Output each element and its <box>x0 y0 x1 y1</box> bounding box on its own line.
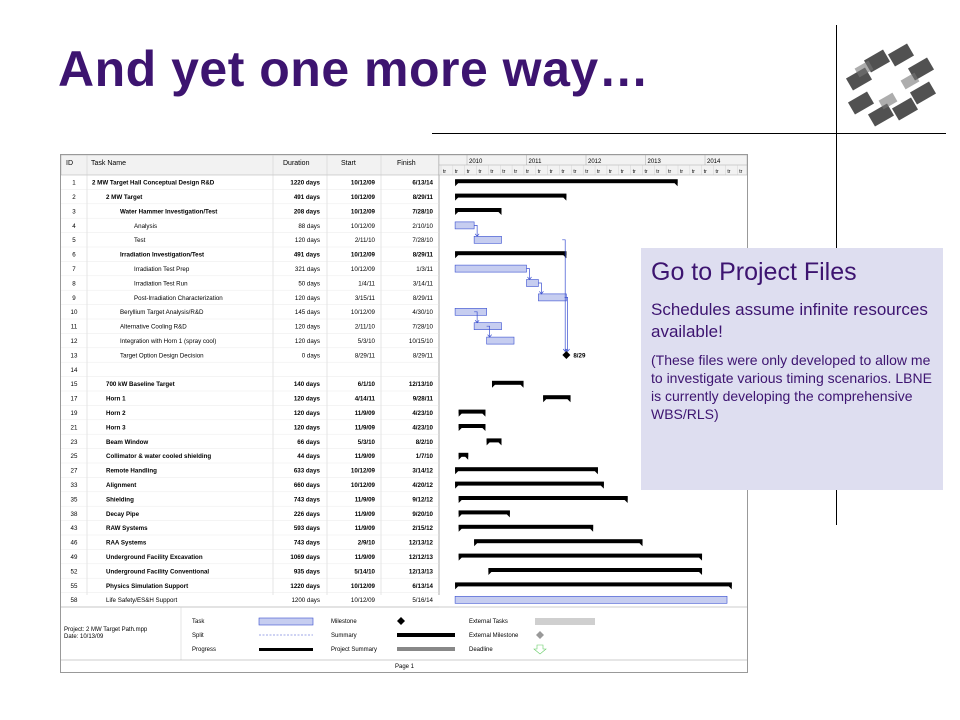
half-year-label: tr <box>727 169 731 175</box>
row-start: 1/4/11 <box>358 280 375 288</box>
row-finish: 7/28/10 <box>412 237 433 245</box>
table-row <box>61 180 439 190</box>
half-year-label: tr <box>656 169 660 175</box>
row-finish: 12/13/10 <box>408 381 433 389</box>
logo-icon <box>840 40 942 130</box>
legend-summary: Summary <box>331 633 357 639</box>
row-finish: 8/29/11 <box>412 251 433 259</box>
row-start: 2/9/10 <box>357 539 375 547</box>
legend-summary-swatch <box>397 633 455 637</box>
half-year-label: tr <box>443 169 447 175</box>
row-duration: 321 days <box>294 266 320 273</box>
header-finish: Finish <box>397 160 416 167</box>
half-year-label: tr <box>715 169 719 175</box>
half-year-label: tr <box>502 169 506 175</box>
row-start: 11/9/09 <box>354 453 375 461</box>
half-year-label: tr <box>597 169 601 175</box>
table-row <box>61 266 439 276</box>
row-id: 43 <box>70 525 78 533</box>
row-id: 11 <box>70 323 78 331</box>
row-start: 10/12/09 <box>350 482 375 489</box>
row-id: 49 <box>70 554 78 561</box>
task-bar <box>455 265 526 272</box>
table-row <box>61 511 439 521</box>
table-row <box>61 540 439 550</box>
half-year-label: tr <box>549 169 553 175</box>
row-finish: 1/3/11 <box>416 266 433 273</box>
year-label: 2013 <box>647 159 661 165</box>
row-finish: 12/12/13 <box>408 554 433 561</box>
half-year-label: tr <box>537 169 541 175</box>
legend-progress-swatch <box>259 648 313 651</box>
row-duration: 935 days <box>293 568 320 576</box>
half-year-label: tr <box>561 169 565 175</box>
row-task-name: Analysis <box>134 222 158 230</box>
legend-project-summary: Project Summary <box>331 647 378 653</box>
row-finish: 8/29/11 <box>412 294 433 302</box>
row-duration: 120 days <box>294 338 320 345</box>
row-duration: 743 days <box>293 539 320 547</box>
header-task-name: Task Name <box>91 160 127 167</box>
row-duration: 120 days <box>293 395 320 403</box>
row-start: 11/9/09 <box>354 554 375 561</box>
row-duration: 743 days <box>293 496 320 504</box>
row-duration: 66 days <box>297 438 320 446</box>
row-id: 19 <box>70 410 78 417</box>
row-id: 9 <box>72 294 76 302</box>
row-finish: 9/12/12 <box>412 496 433 504</box>
table-row <box>61 396 439 406</box>
row-id: 23 <box>70 438 78 446</box>
row-id: 21 <box>70 424 78 432</box>
row-start: 10/12/09 <box>350 467 375 475</box>
row-task-name: 700 kW Baseline Target <box>106 381 175 389</box>
row-start: 5/14/10 <box>354 568 375 576</box>
legend-milestone-swatch <box>397 617 405 625</box>
row-task-name: Water Hammer Investigation/Test <box>120 208 218 216</box>
table-row <box>61 496 439 506</box>
summary-bar <box>455 251 566 258</box>
header-duration: Duration <box>283 160 310 167</box>
row-duration: 1069 days <box>290 554 320 561</box>
table-row <box>61 295 439 305</box>
row-finish: 12/13/13 <box>408 568 433 576</box>
row-start: 10/12/09 <box>350 582 375 590</box>
half-year-label: tr <box>644 169 648 175</box>
row-duration: 120 days <box>294 237 320 245</box>
row-task-name: Life Safety/ES&H Support <box>106 597 178 605</box>
row-task-name: 2 MW Target Hall Conceptual Design R&D <box>92 179 215 187</box>
row-start: 2/11/10 <box>354 323 375 331</box>
row-start: 11/9/09 <box>354 424 375 432</box>
half-year-label: tr <box>608 169 612 175</box>
legend-progress: Progress <box>192 647 217 653</box>
row-id: 58 <box>70 597 78 605</box>
legend-project-summary-swatch <box>397 647 455 651</box>
row-start: 11/9/09 <box>354 496 375 504</box>
legend-external-milestone-swatch <box>536 631 544 639</box>
year-label: 2011 <box>528 159 542 165</box>
row-task-name: Integration with Horn 1 (spray cool) <box>120 338 217 345</box>
summary-bar <box>488 568 702 575</box>
half-year-label: tr <box>668 169 672 175</box>
row-start: 10/12/09 <box>350 208 375 216</box>
table-row <box>61 597 439 607</box>
row-id: 7 <box>72 266 76 273</box>
row-duration: 1200 days <box>291 597 320 605</box>
row-duration: 208 days <box>293 208 320 216</box>
row-finish: 9/28/11 <box>412 395 433 403</box>
row-id: 15 <box>70 381 78 389</box>
row-task-name: Horn 2 <box>106 410 126 417</box>
half-year-label: tr <box>478 169 482 175</box>
legend-date: Date: 10/13/09 <box>64 634 104 640</box>
row-start: 10/12/09 <box>350 266 375 273</box>
row-start: 5/3/10 <box>357 338 375 345</box>
legend-external-tasks-swatch <box>535 618 595 625</box>
row-finish: 5/16/14 <box>412 597 433 605</box>
row-task-name: Collimator & water cooled shielding <box>106 453 212 461</box>
half-year-label: tr <box>514 169 518 175</box>
task-bar <box>487 337 514 344</box>
table-row <box>61 381 439 391</box>
row-duration: 120 days <box>293 410 320 417</box>
half-year-label: tr <box>739 169 743 175</box>
summary-bar <box>459 410 486 417</box>
table-row <box>61 208 439 218</box>
table-row <box>61 252 439 262</box>
row-duration: 660 days <box>293 482 320 489</box>
half-year-label: tr <box>573 169 577 175</box>
row-id: 4 <box>72 222 76 230</box>
row-start: 10/12/09 <box>350 597 375 605</box>
row-id: 52 <box>70 568 78 576</box>
legend-external-tasks: External Tasks <box>469 619 508 625</box>
year-label: 2014 <box>707 159 721 165</box>
summary-bar <box>455 467 598 474</box>
row-task-name: Underground Facility Conventional <box>106 568 210 576</box>
row-finish: 3/14/11 <box>412 280 433 288</box>
summary-bar <box>487 438 502 445</box>
row-finish: 8/2/10 <box>415 438 433 446</box>
task-bar <box>474 236 501 243</box>
row-task-name: RAW Systems <box>106 525 148 533</box>
half-year-label: tr <box>490 169 494 175</box>
summary-bar <box>455 194 566 201</box>
row-finish: 7/28/10 <box>412 323 433 331</box>
row-task-name: Beryllium Target Analysis/R&D <box>120 309 204 317</box>
row-finish: 4/23/10 <box>412 410 433 417</box>
legend-task-swatch <box>259 618 313 625</box>
row-start: 10/12/09 <box>350 179 375 187</box>
row-duration: 633 days <box>293 467 320 475</box>
row-start: 6/1/10 <box>357 381 375 389</box>
row-id: 25 <box>70 453 78 461</box>
row-start: 11/9/09 <box>354 525 375 533</box>
project-files-callout <box>641 248 943 490</box>
task-bar <box>527 280 539 287</box>
row-task-name: Irradiation Test Prep <box>134 266 190 273</box>
row-task-name: Irradiation Test Run <box>134 280 188 288</box>
half-year-label: tr <box>454 169 458 175</box>
table-row <box>61 223 439 233</box>
row-id: 13 <box>70 352 78 360</box>
row-id: 6 <box>72 251 76 259</box>
row-finish: 4/20/12 <box>412 482 433 489</box>
row-id: 12 <box>70 338 78 345</box>
table-row <box>61 309 439 319</box>
milestone-marker <box>562 351 586 359</box>
slide-title: And yet one more way… <box>58 41 650 97</box>
row-task-name: Beam Window <box>106 438 149 446</box>
row-finish: 6/13/14 <box>412 582 433 590</box>
table-row <box>61 453 439 463</box>
row-duration: 140 days <box>293 381 320 389</box>
row-start: 10/12/09 <box>350 222 375 230</box>
row-id: 55 <box>70 582 78 590</box>
row-start: 10/12/09 <box>350 194 375 201</box>
row-start: 11/9/09 <box>354 410 375 417</box>
summary-bar <box>459 525 593 532</box>
row-id: 10 <box>70 309 78 317</box>
row-start: 10/12/09 <box>350 251 375 259</box>
summary-bar <box>474 539 642 546</box>
year-label: 2012 <box>588 159 602 165</box>
header-start: Start <box>341 160 356 167</box>
table-row <box>61 424 439 434</box>
row-duration: 50 days <box>298 280 320 288</box>
table-row <box>61 482 439 492</box>
half-year-label: tr <box>466 169 470 175</box>
legend-task: Task <box>192 619 205 625</box>
row-id: 8 <box>72 280 76 288</box>
row-finish: 1/7/10 <box>415 453 433 461</box>
row-id: 17 <box>70 395 78 403</box>
callout-heading: Go to Project Files <box>651 258 857 286</box>
summary-bar <box>459 496 628 503</box>
half-year-label: tr <box>703 169 707 175</box>
row-start: 3/15/11 <box>354 294 375 302</box>
row-finish: 12/13/12 <box>408 539 433 547</box>
row-finish: 9/20/10 <box>412 510 433 518</box>
task-bar <box>455 222 474 229</box>
row-id: 46 <box>70 539 78 547</box>
row-task-name: Irradiation Investigation/Test <box>120 251 205 259</box>
summary-bar <box>459 453 469 460</box>
legend-project: Project: 2 MW Target Path.mpp <box>64 627 148 633</box>
table-row <box>61 352 439 362</box>
task-bar <box>538 294 566 301</box>
half-year-label: tr <box>525 169 530 175</box>
row-id: 1 <box>72 179 76 187</box>
summary-bar <box>455 482 604 489</box>
row-task-name: Shielding <box>106 496 134 504</box>
summary-bar <box>459 554 702 561</box>
year-label: 2010 <box>469 159 483 165</box>
row-task-name: 2 MW Target <box>106 194 143 201</box>
row-task-name: Decay Pipe <box>106 510 140 518</box>
row-finish: 8/29/11 <box>412 352 433 360</box>
table-row <box>61 367 439 377</box>
table-row <box>61 280 439 290</box>
row-duration: 120 days <box>293 424 320 432</box>
summary-bar <box>455 582 732 589</box>
half-year-label: tr <box>620 169 624 175</box>
summary-bar <box>459 424 486 431</box>
legend-milestone: Milestone <box>331 619 357 625</box>
row-duration: 120 days <box>294 323 320 331</box>
row-duration: 491 days <box>293 194 320 201</box>
legend-deadline: Deadline <box>469 647 493 653</box>
row-task-name: Physics Simulation Support <box>106 582 189 590</box>
row-task-name: Horn 1 <box>106 395 126 403</box>
row-task-name: Alignment <box>106 482 137 489</box>
row-start: 11/9/09 <box>354 510 375 518</box>
row-finish: 3/14/12 <box>412 467 433 475</box>
table-row <box>61 439 439 449</box>
table-row <box>61 583 439 593</box>
row-finish: 8/29/11 <box>412 194 433 201</box>
row-duration: 120 days <box>294 294 320 302</box>
row-id: 2 <box>72 194 76 201</box>
half-year-label: tr <box>585 169 589 175</box>
callout-body: Schedules assume infinite resources available! <box>651 300 928 341</box>
summary-bar <box>455 208 501 215</box>
row-duration: 0 days <box>301 352 320 360</box>
table-row <box>61 194 439 204</box>
row-duration: 226 days <box>293 510 320 518</box>
row-finish: 4/23/10 <box>412 424 433 432</box>
svg-text:8/29: 8/29 <box>573 352 586 360</box>
legend-external-milestone: External Milestone <box>469 633 519 639</box>
row-finish: 4/30/10 <box>412 309 433 317</box>
summary-bar <box>459 510 510 517</box>
row-task-name: Test <box>134 237 146 245</box>
row-id: 27 <box>70 467 78 475</box>
row-id: 35 <box>70 496 78 504</box>
page-label: Page 1 <box>395 664 415 670</box>
row-finish: 2/15/12 <box>412 525 433 533</box>
row-duration: 593 days <box>293 525 320 533</box>
row-task-name: Underground Facility Excavation <box>106 554 203 561</box>
row-task-name: Target Option Design Decision <box>120 352 204 360</box>
row-finish: 6/13/14 <box>412 179 433 187</box>
half-year-label: tr <box>691 169 695 175</box>
row-duration: 1220 days <box>290 179 320 187</box>
row-start: 8/29/11 <box>354 352 375 360</box>
row-id: 3 <box>72 208 76 216</box>
dependency-links <box>474 225 569 351</box>
row-task-name: Remote Handling <box>106 467 157 475</box>
row-start: 10/12/09 <box>350 309 375 317</box>
row-start: 4/14/11 <box>354 395 375 403</box>
table-row <box>61 525 439 535</box>
half-year-label: tr <box>632 169 636 175</box>
half-year-label: tr <box>680 169 684 175</box>
header-id: ID <box>66 160 73 167</box>
row-id: 5 <box>72 237 76 245</box>
row-finish: 2/10/10 <box>412 222 433 230</box>
table-row <box>61 237 439 247</box>
row-task-name: Post-Irradiation Characterization <box>134 294 223 302</box>
row-task-name: RAA Systems <box>106 539 147 547</box>
row-finish: 7/28/10 <box>412 208 433 216</box>
summary-bar <box>543 395 570 402</box>
task-bar <box>455 308 487 315</box>
callout-note: (These files were only developed to allow me to investigate various timing scenarios. LBNE is currently developing the comprehensive WBS/RLS) <box>651 352 932 422</box>
row-id: 33 <box>70 482 78 489</box>
row-duration: 145 days <box>294 309 320 317</box>
title-divider-line <box>432 133 946 134</box>
table-row <box>61 324 439 334</box>
legend-split: Split <box>192 633 204 639</box>
task-bar <box>455 596 727 603</box>
row-duration: 491 days <box>293 251 320 259</box>
row-start: 2/11/10 <box>354 237 375 245</box>
summary-bar <box>455 179 678 186</box>
summary-bar <box>492 381 524 388</box>
task-rows <box>61 180 439 607</box>
row-id: 14 <box>70 366 78 374</box>
legend-deadline-swatch <box>534 645 546 654</box>
row-task-name: Alternative Cooling R&D <box>120 323 187 331</box>
row-task-name: Horn 3 <box>106 424 126 432</box>
table-row <box>61 338 439 348</box>
row-start: 5/3/10 <box>357 438 375 446</box>
table-row <box>61 554 439 564</box>
row-duration: 88 days <box>298 222 320 230</box>
row-duration: 44 days <box>297 453 320 461</box>
row-finish: 10/15/10 <box>408 338 433 345</box>
table-row <box>61 468 439 478</box>
row-duration: 1220 days <box>290 582 320 590</box>
table-row <box>61 410 439 420</box>
row-id: 38 <box>70 510 78 518</box>
table-row <box>61 568 439 578</box>
